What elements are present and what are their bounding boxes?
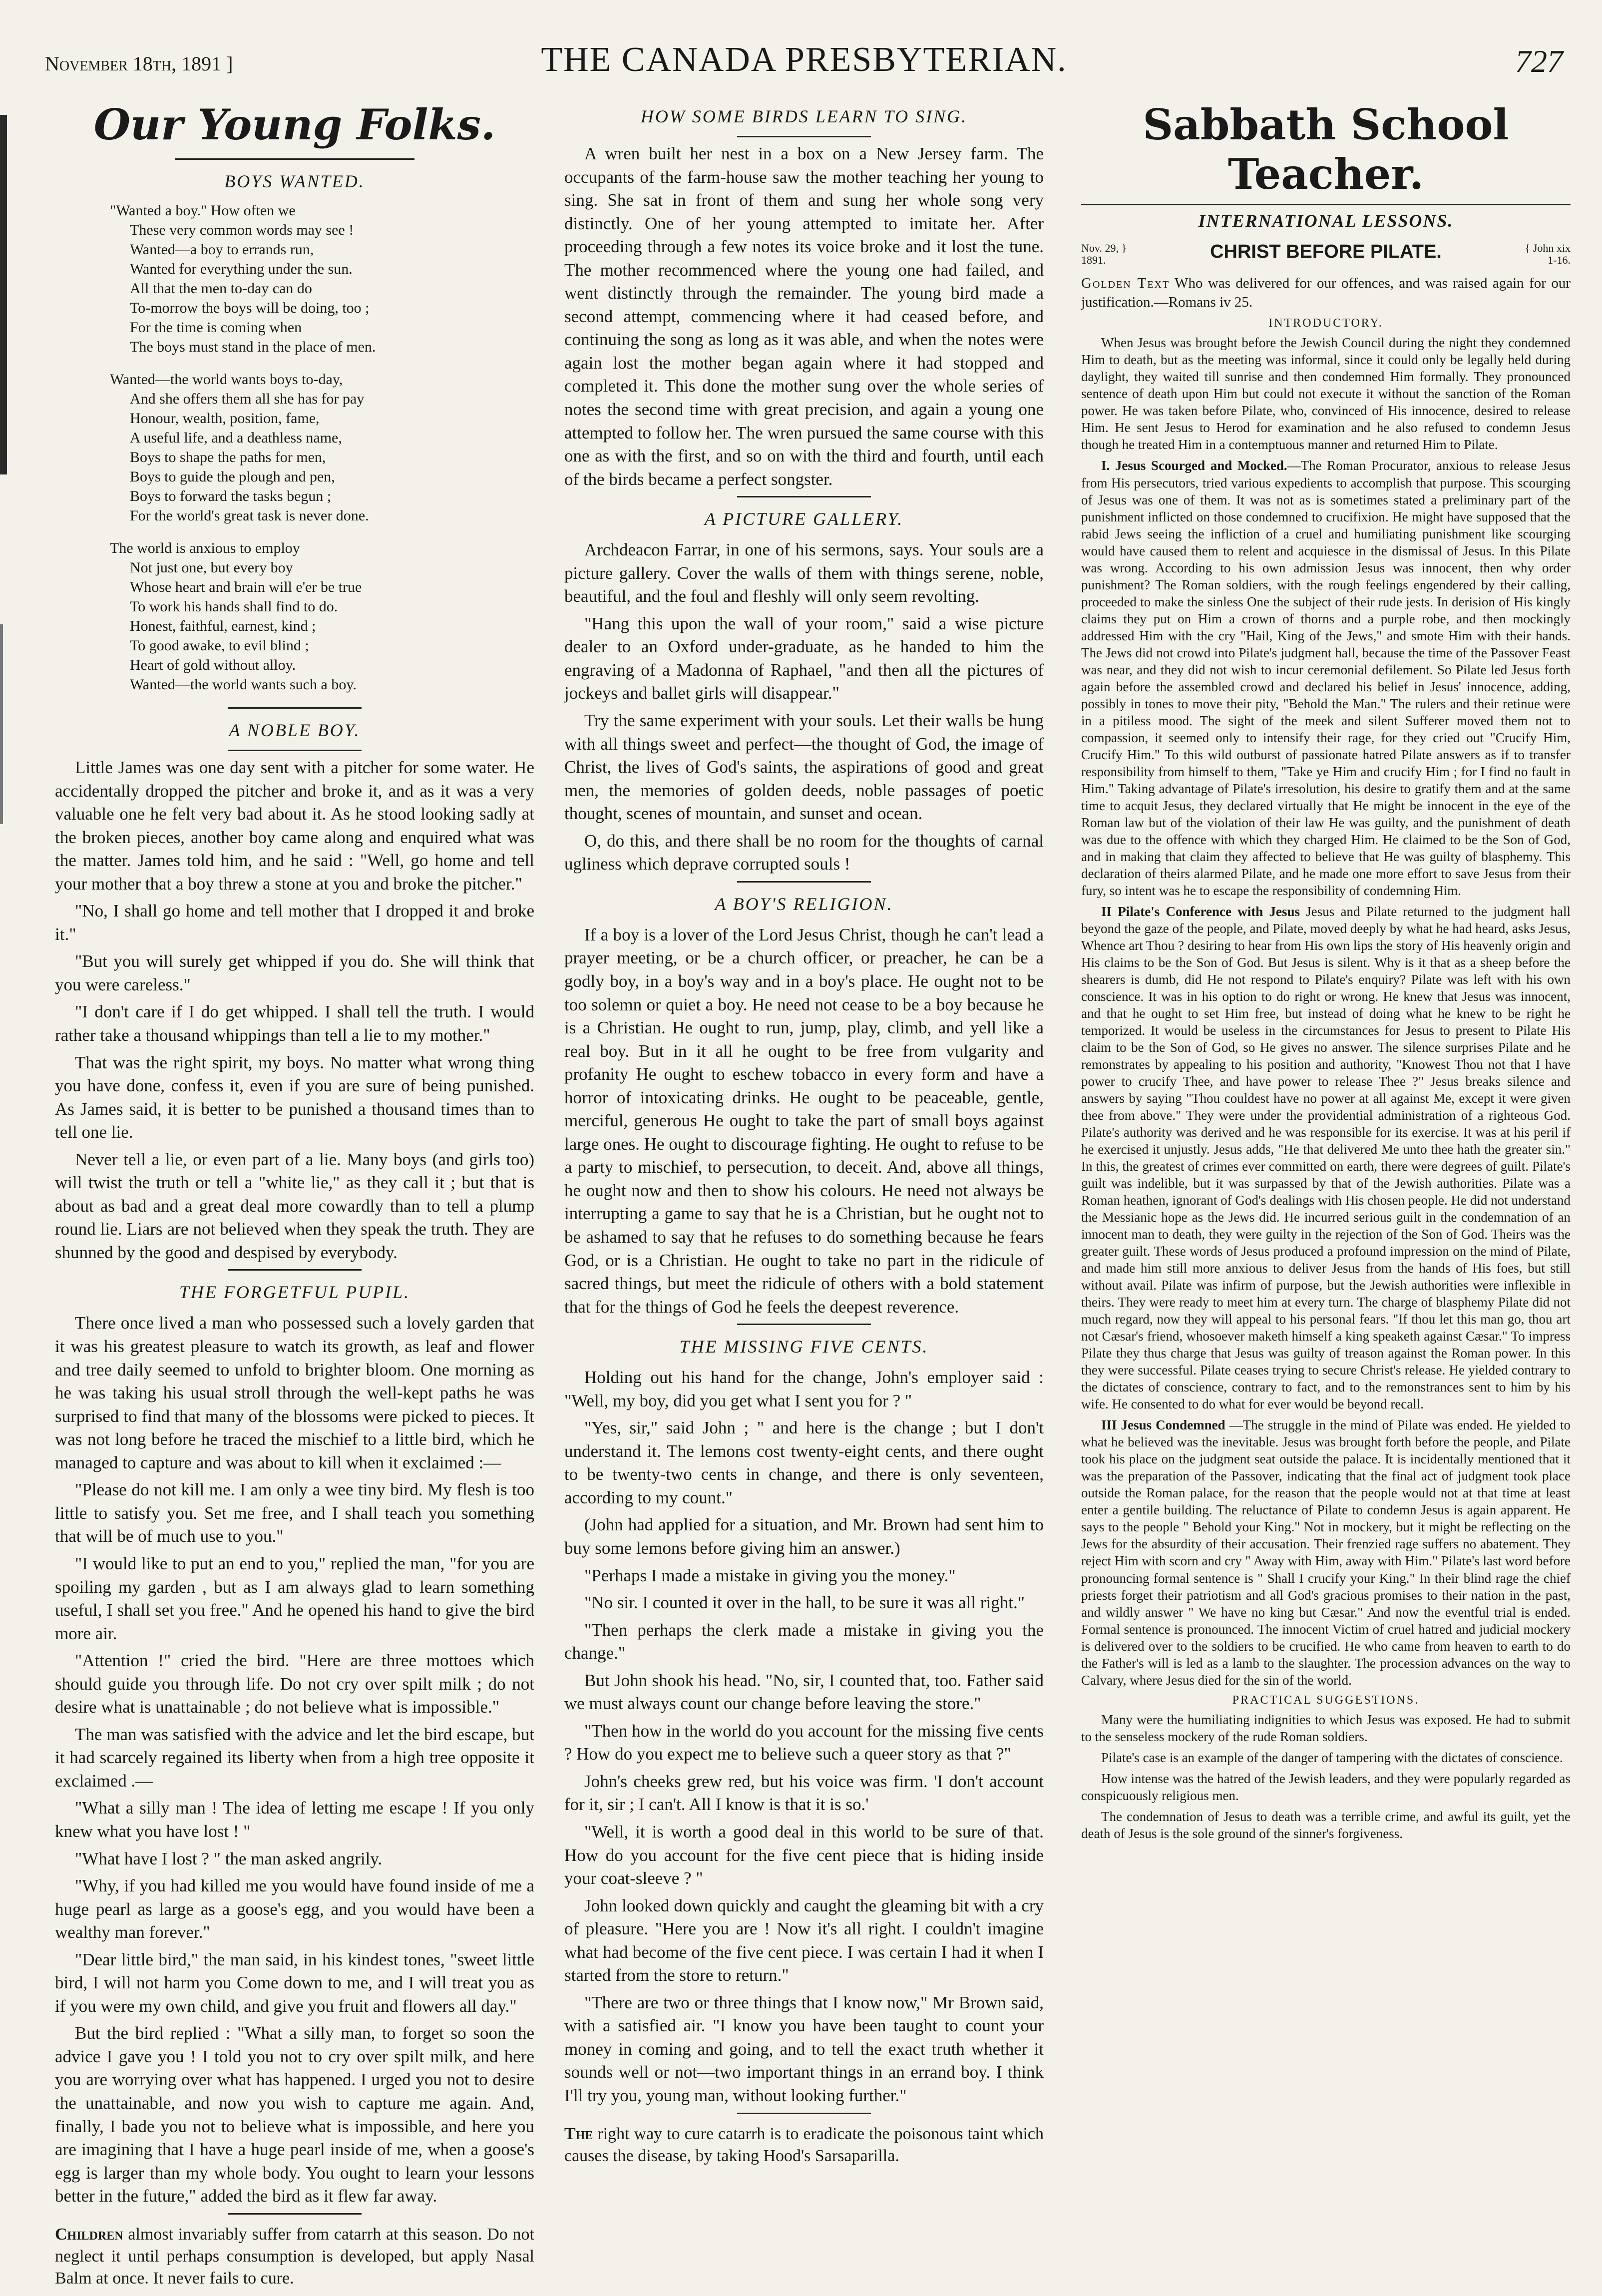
lesson-date-line: 1891.	[1081, 254, 1106, 267]
paragraph: But John shook his head. "No, sir, I counted that, too. Father said we must always count our change before leaving the store."	[564, 1670, 1044, 1714]
poem-line: All that the men to-day can do	[130, 280, 312, 297]
paragraph: "No, I shall go home and tell mother that I dropped it and broke it."	[55, 901, 534, 944]
paragraph: "Dear little bird," the man said, in his kindest tones, "sweet little bird, I will not harm you Come down to me, and I will treat you as if you were my own child, and give you fruit and flowers all day."	[55, 1949, 534, 2016]
divider	[737, 136, 871, 137]
scan-edge-mark-lower	[0, 624, 3, 824]
divider	[737, 2113, 871, 2114]
paragraph: "Attention !" cried the bird. "Here are three mottoes which should guide you through life. Do not cry over spilt milk ; do not desire what is unattainable ; do not believe what is impossible."	[55, 1651, 534, 1717]
article-body-missing-cents	[564, 1366, 1044, 2107]
poem-line: To work his hands shall find to do.	[130, 598, 338, 615]
article-body-boys-religion	[564, 923, 1044, 1319]
article-heading-boys-wanted: BOYS WANTED.	[224, 171, 365, 191]
subheading-international-lessons: INTERNATIONAL LESSONS.	[1198, 211, 1454, 231]
article-heading-birds: HOW SOME BIRDS LEARN TO SING.	[640, 106, 968, 126]
lesson-header	[1081, 238, 1571, 269]
poem-line: These very common words may see !	[130, 222, 354, 238]
poem-line: "Wanted a boy." How often we	[110, 202, 296, 219]
lesson-ref-line: 1-16.	[1548, 254, 1571, 267]
paragraph: "What a silly man ! The idea of letting me escape ! If you only knew what you have lost ! "	[55, 1798, 534, 1841]
poem-line: Wanted—a boy to errands run,	[130, 241, 314, 258]
paragraph: "Perhaps I made a mistake in giving you the money."	[584, 1565, 956, 1585]
paragraph: Holding out his hand for the change, John's employer said : "Well, my boy, did you get what I sent you for ? "	[564, 1368, 1044, 1410]
paragraph: The condemnation of Jesus to death was a terrible crime, and awful its guilt, yet the death of Jesus is the sole ground of the sinner's forgiveness.	[1081, 1809, 1571, 1841]
article-heading-boys-religion: A BOY'S RELIGION.	[715, 894, 893, 914]
column-stories	[564, 95, 1044, 2273]
divider	[228, 707, 362, 709]
lesson-section-title: III Jesus Condemned	[1101, 1417, 1225, 1433]
paragraph: "Well, it is worth a good deal in this world to be sure of that. How do you account for the five cent piece that is hiding inside your coat-sleeve ? "	[564, 1822, 1044, 1888]
ad-lead-word: Children	[55, 2225, 123, 2244]
paragraph: "Yes, sir," said John ; " and here is the change ; but I don't understand it. The lemons cost twenty-eight cents, and there ought to be twenty-two cents in change, and there is only seventeen, according to my count."	[564, 1418, 1044, 1507]
paragraph: "No sir. I counted it over in the hall, to be sure it was all right."	[584, 1593, 1025, 1613]
poem-line: For the time is coming when	[130, 319, 302, 336]
ad-lead-word: The	[564, 2124, 593, 2143]
paragraph: "I would like to put an end to you," replied the man, "for you are spoiling my garden , but as I am always glad to learn something useful, I shall set you free." And he opened his hand to give the bird more air.	[55, 1553, 534, 1643]
poem-line: A useful life, and a deathless name,	[130, 430, 342, 446]
golden-text-body: Who was delivered for our offences, and was raised again for our justification.—Romans iv 25.	[1081, 275, 1571, 310]
paragraph: That was the right spirit, my boys. No matter what wrong thing you have done, confess it, even if you are sure of being punished. As James said, it is better to be punished a thousand times than to tell one lie.	[55, 1052, 534, 1142]
poem-stanza	[110, 370, 534, 525]
divider	[228, 2213, 362, 2215]
issue-date: November 18th, 1891 ]	[45, 52, 233, 75]
article-heading-missing-cents: THE MISSING FIVE CENTS.	[679, 1337, 929, 1357]
paragraph: (John had applied for a situation, and Mr. Brown had sent him to buy some lemons before giving him an answer.)	[564, 1515, 1044, 1558]
paragraph: The man was satisfied with the advice and let the bird escape, but it had scarcely regained its liberty when from a high tree opposite it exclaimed .—	[55, 1724, 534, 1791]
paragraph: "Then how in the world do you account for the missing five cents ? How do you expect me to believe such a queer story as that ?"	[564, 1721, 1044, 1764]
poem-line: Wanted—the world wants such a boy.	[130, 676, 357, 693]
poem-line: And she offers them all she has for pay	[130, 391, 365, 407]
article-heading-noble-boy: A NOBLE BOY.	[229, 720, 361, 740]
section-masthead-sabbath-school: Sabbath School Teacher.	[1143, 100, 1509, 199]
poem-line: To good awake, to evil blind ;	[130, 637, 309, 654]
paragraph: "Then perhaps the clerk made a mistake in giving you the change."	[564, 1620, 1044, 1663]
practical-suggestions-label: PRACTICAL SUGGESTIONS.	[1232, 1693, 1420, 1707]
poem-line: The world is anxious to employ	[110, 540, 300, 556]
poem-line: Honest, faithful, earnest, kind ;	[130, 618, 316, 634]
paragraph: There once lived a man who possessed such a lovely garden that it was his greatest pleasure to watch its growth, as leaf and flower and tree daily seemed to unfold to brighter bloom. One morning as he was taking his usual stroll through the well-kept paths he was surprised to find that many of the blossoms were picked to pieces. It was not long before he traced the mischief to a little bird, which he managed to capture and was about to kill when it exclaimed :—	[55, 1313, 534, 1472]
page-header	[45, 40, 1563, 90]
poem-line: Wanted for everything under the sun.	[130, 261, 353, 277]
newspaper-title: THE CANADA PRESBYTERIAN.	[541, 40, 1067, 79]
paragraph: Little James was one day sent with a pitcher for some water. He accidentally dropped the pitcher and broke it, and as it was a very valuable one he felt very bad about it. As he stood looking sadly at the broken pieces, another boy came along and enquired what was the matter. James told him, and he said : "Well, go home and tell your mother that a boy threw a stone at you and broke the pitcher."	[55, 758, 534, 894]
lesson-scripture-ref	[1525, 242, 1571, 266]
paragraph: "What have I lost ? " the man asked angrily.	[75, 1848, 383, 1868]
poem-line: Wanted—the world wants boys to-day,	[110, 371, 343, 388]
lesson-section	[1081, 1416, 1571, 1688]
lesson-title: CHRIST BEFORE PILATE.	[1210, 241, 1442, 262]
poem-line: Whose heart and brain will e'er be true	[130, 579, 362, 595]
paragraph: If a boy is a lover of the Lord Jesus Christ, though he can't lead a prayer meeting, or be a church officer, or preacher, he can be a godly boy, in a boy's way and in a boy's place. He ought not to be too solemn or quiet a boy. He need not cease to be a boy because he is a Christian. He ought to run, jump, play, climb, and yell like a real boy. But in it all he ought to be free from vulgarity and profanity He ought to eschew tobacco in every form and have a horror of intoxicating drinks. He ought to be peaceable, gentle, merciful, generous He ought to take the part of small boys against large ones. He ought to discourage fighting. He ought to refuse to be a party to mischief, to persecution, to deceit. And, above all things, he ought now and then to show his colours. He need not always be interrupting a game to say that he is a Christian, but he ought not to be ashamed to say that he refuses to do something because he fears God, or is a Christian. He ought to take no part in the ridicule of sacred things, but meet the ridicule of others with a bold statement that for the things of God he feels the deepest reverence.	[564, 924, 1044, 1317]
divider	[228, 1269, 362, 1271]
paragraph: Many were the humiliating indignities to which Jesus was exposed. He had to submit to the senseless mockery of the rude Roman soldiers.	[1081, 1712, 1571, 1744]
paragraph: Never tell a lie, or even part of a lie. Many boys (and girls too) will twist the truth or tell a "white lie," as they call it ; but that is about as bad and a great deal more cowardly than to tell a plump round lie. Liars are not believed when they speak the truth. They are shunned by the good and despised by everybody.	[55, 1149, 534, 1262]
lesson-ref-line: { John xix	[1525, 242, 1571, 254]
lesson-date-line: Nov. 29, }	[1081, 242, 1127, 254]
lesson-section	[1081, 903, 1571, 1412]
lesson-sections	[1081, 457, 1571, 1688]
poem-line: Boys to shape the paths for men,	[130, 449, 326, 465]
article-heading-forgetful-pupil: THE FORGETFUL PUPIL.	[179, 1282, 410, 1303]
article-heading-picture-gallery: A PICTURE GALLERY.	[704, 509, 904, 529]
divider	[737, 881, 871, 883]
practical-suggestions	[1081, 1711, 1571, 1842]
poem-line: The boys must stand in the place of men.	[130, 339, 376, 355]
page-number: 727	[1515, 43, 1563, 79]
article-body-birds	[564, 142, 1044, 491]
paragraph: "Hang this upon the wall of your room," said a wise picture dealer to an Oxford under-graduate, as he handed to him the engraving of a Madonna of Raphael, "and then all the pictures of jockeys and ballet girls will disappear."	[564, 613, 1044, 703]
paragraph: Archdeacon Farrar, in one of his sermons, says. Your souls are a picture gallery. Cover the walls of them with things serene, noble, beautiful, and the foul and fleshly will only seem revolting.	[564, 540, 1044, 606]
lesson-section-title: I. Jesus Scourged and Mocked.	[1101, 458, 1287, 473]
article-body-forgetful-pupil	[55, 1312, 534, 2208]
scan-edge-mark	[0, 115, 7, 474]
column-sabbath-school	[1081, 95, 1571, 2273]
lesson-section-text: —The struggle in the mind of Pilate was ended. He yielded to what he believed was the inevitable. Jesus was brought forth before the people, and Pilate took his place on the judgment seat outside the palace. It is incidentally mentioned that it was the preparation of the Passover, indicating that the final act of judgment took place outside the Roman palace, for the reason that the people would not at that time at least enter a gentile building. The reluctance of Pilate to condemn Jesus is again apparent. He says to the people " Behold your King." Not in mockery, but it might be reflecting on the Jews for the absurdity of their accusation. Their frenzied rage suffers no abatement. They reject Him with scorn and cry " Away with Him, away with Him." Pilate's last word before pronouncing formal sentence is " Shall I crucify your King." In their blind rage the chief priests forget their patriotism and all God's gracious promises to their nation in the past, and wildly answer " We have no king but Cæsar." And now the eventful trial is ended. Formal sentence is pronounced. The innocent Victim of cruel hatred and judicial mockery is delivered over to the soldiers to be crucified. He who came from heaven to earth to do the Father's will is led as a lamb to the slaughter. The procession advances on the way to Calvary, where Jesus died for the sin of the world.	[1081, 1417, 1571, 1688]
advertisement-nasal-balm	[55, 2224, 534, 2290]
poem-line: Honour, wealth, position, fame,	[130, 410, 320, 427]
ad-text: almost invariably suffer from catarrh at this season. Do not neglect it until perhaps consumption is developed, but apply Nasal Balm at once. It never fails to cure.	[55, 2225, 534, 2288]
paragraph: Try the same experiment with your souls. Let their walls be hung with all things sweet and perfect—the thought of God, the image of Christ, the lives of God's saints, the aspirations of good and great men, the memories of golden deeds, noble passages of poetic thought, scenes of mountain, and sunset and ocean.	[564, 711, 1044, 824]
poem-boys-wanted	[110, 201, 534, 694]
advertisement-hoods-sarsaparilla	[564, 2123, 1044, 2167]
poem-line: Not just one, but every boy	[130, 559, 293, 576]
article-body-noble-boy	[55, 756, 534, 1264]
paragraph: "Please do not kill me. I am only a wee tiny bird. My flesh is too little to satisfy you. Set me free, and I shall teach you something that will be of much use to you."	[55, 1480, 534, 1546]
lesson-section-text: —The Roman Procurator, anxious to release Jesus from His persecutors, tried various expedients to accomplish that purpose. This scourging of Jesus was one of them. It was not as is sometimes stated a preliminary part of the punishment inflicted on those condemned to crucifixion. He might have supposed that the rabid Jews seeing the infliction of a cruel and humiliating punishment like scourging would have caused them to relent and acquiesce in the dismissal of Jesus. In this Pilate was wrong. According to his own admission Jesus was innocent, then why order punishment? The Roman soldiers, with the rough feelings engendered by their calling, proceeded to make the sinless One the subject of their rude jests. In derision of His kingly claims they put on Him a crown of thorns and a purple robe, and then mockingly addressed Him with the cry "Hail, King of the Jews," and smote Him with their hands. The Jews did not crowd into Pilate's judgment hall, because the time of the Passover Feast was near, and they did not wish to incur ceremonial defilement. So Pilate led Jesus forth again before the assembled crowd and declared his belief in Jesus' innocence, adding, possibly in tones to move their pity, "Behold the Man." The rulers and their retinue were in a pitiless mood. The sight of the meek and silent Sufferer moved them not to compassion, it seemed only to intensify their rage, for they cried out "Crucify Him, Crucify Him." To this wild outburst of passionate hatred Pilate answers as if to transfer responsibility from himself to them, "Take ye Him and crucify Him ; for I find no fault in Him." Taking advantage of Pilate's irresolution, his desire to gratify them and at the same time to acquit Jesus, they declared virtually that He might be innocent in the eye of the Roman law but of the violation of their law He was guilty, and the punishment of death was due to the offence with which they charged Him. He claimed to be the Son of God, and in making that claim they affected to believe that He was guilty of blasphemy. This declaration of theirs alarmed Pilate, and he made one more effort to save Jesus from their fury, so intent was he to escape the responsibility of condemning Him.	[1081, 458, 1571, 898]
paragraph: "There are two or three things that I know now," Mr Brown said, with a satisfied air. "I know you have been taught to count your money in coming and going, and to tell the exact truth whether it sounds well or not—two important things in an errand boy. I think I'll try you, young man, without looking further."	[564, 1992, 1044, 2106]
paragraph: But the bird replied : "What a silly man, to forget so soon the advice I gave you ! I told you not to cry over spilt milk, and here you are worrying over what has happened. I urged you not to desire the unattainable, and now you wish to capture me again. And, finally, I bade you not to believe what is impossible, and here you are imagining that I have a huge pearl inside of me, when a goose's egg is larger than my whole body. You ought to learn your lessons better in the future," added the bird as it flew far away.	[55, 2023, 534, 2206]
paragraph: How intense was the hatred of the Jewish leaders, and they were popularly regarded as conspicuously religious men.	[1081, 1771, 1571, 1803]
lesson-section	[1081, 457, 1571, 899]
section-masthead-young-folks: Our Young Folks.	[93, 100, 496, 149]
divider	[737, 496, 871, 497]
divider	[175, 158, 414, 160]
paragraph: Pilate's case is an example of the danger of tampering with the dictates of conscience.	[1101, 1750, 1563, 1765]
introductory-text: When Jesus was brought before the Jewish Council during the night they condemned Him to death, but as the meeting was informal, since it could only be legally held during daylight, they waited till sunrise and then condemned Him formally. They pronounced sentence of death upon Him but could not execute it without the sanction of the Roman power. He was taken before Pilate, who, convinced of His innocence, desired to release Him. He sent Jesus to Herod for examination and he also refused to condemn Jesus though he treated Him in a contemptuous manner and returned Him to Pilate.	[1081, 335, 1571, 453]
ad-text: right way to cure catarrh is to eradicate the poisonous taint which causes the disease, by taking Hood's Sarsaparilla.	[564, 2124, 1044, 2165]
column-young-folks	[55, 95, 534, 2288]
paragraph: John looked down quickly and caught the gleaming bit with a cry of pleasure. "Here you are ! Now it's all right. I couldn't imagine what had become of the five cent piece. I was certain I had it when I started from the store to return."	[564, 1895, 1044, 1985]
poem-line: Boys to forward the tasks begun ;	[130, 488, 332, 504]
poem-stanza	[110, 538, 534, 694]
paragraph: A wren built her nest in a box on a New Jersey farm. The occupants of the farm-house saw the mother teaching her young to sing. She sat in front of them and sung her whole song very distinctly. One of her young attempted to imitate her. After proceeding through a few notes its voice broke and it lost the tune. The mother recommenced where the young one had failed, and went distinctly through the remainder. The young bird made a second attempt, commencing where it had ceased before, and continuing the song as long as it was able, and when the notes were again lost the mother began again where it had stopped and completed it. This done the mother sung over the whole series of notes the second time with great precision, and again a young one attempted to follow her. The wren pursued the same course with this one as with the first, and so on with the third and fourth, until each of the birds became a perfect songster.	[564, 144, 1044, 489]
divider	[1081, 204, 1571, 205]
article-body-picture-gallery	[564, 538, 1044, 876]
poem-line: Heart of gold without alloy.	[130, 657, 296, 673]
golden-text-label: Golden Text	[1081, 275, 1170, 291]
poem-stanza	[110, 201, 534, 357]
introductory-label: INTRODUCTORY.	[1268, 317, 1383, 330]
divider	[228, 750, 362, 751]
poem-line: Boys to guide the plough and pen,	[130, 468, 335, 485]
poem-line: To-morrow the boys will be doing, too ;	[130, 300, 370, 316]
golden-text	[1081, 274, 1571, 312]
lesson-section-title: II Pilate's Conference with Jesus	[1101, 904, 1300, 919]
paragraph: John's cheeks grew red, but his voice was firm. 'I don't account for it, sir ; I can't. All I know is that it is so.'	[564, 1771, 1044, 1815]
paragraph: O, do this, and there shall be no room for the thoughts of carnal ugliness which deprave corrupted souls !	[564, 831, 1044, 874]
paragraph: "But you will surely get whipped if you do. She will think that you were careless."	[55, 951, 534, 994]
paragraph: "Why, if you had killed me you would have found inside of me a huge pearl as large as a goose's egg, and you would have been a wealthy man forever."	[55, 1876, 534, 1942]
poem-line: For the world's great task is never done.	[130, 507, 369, 524]
lesson-section-text: Jesus and Pilate returned to the judgment hall beyond the gaze of the people, and Pilate, moved deeply by what he had heard, asks Jesus, Whence art Thou ? desiring to hear from His own lips the story of His heavenly origin and His claims to be the Son of God. But Jesus is silent. Why is it that as a sheep before the shearers is dumb, did He not respond to Pilate's enquiry? Pilate was left with his own conscience. It was in his option to do right or wrong. He knew that Jesus was innocent, and that he ought to set Him free, but instead of doing what he knew to be right he temporized. It would be useless in the circumstances for Jesus to present to Pilate His claim to be the Son of God, so He gives no answer. The silence surprises Pilate and he remonstrates by appealing to his position and authority, "Knowest Thou not that I have power to crucify Thee, and have power to release Thee ?" Jesus breaks silence and answers by saying "Thou couldest have no power at all against Me, except it were given thee from above." They were under the providential administration of a righteous God. Pilate's authority was derived and he was responsible for its exercise. It was at his peril if he exercised it unjustly. Jesus adds, "He that delivered Me unto thee hath the greater sin." In this, the greatest of crimes ever committed on earth, there were degrees of guilt. Pilate's guilt was indelible, but it was surpassed by that of the Jewish authorities. Pilate was a Roman heathen, ignorant of God's dealings with His chosen people. He did not understand the Messianic hope as the Jews did. He incurred serious guilt in the condemnation of an innocent man to death, they were guilty in the rejection of the Son of God. Theirs was the greater guilt. These words of Jesus produced a profound impression on the mind of Pilate, and made him still more anxious to deliver Jesus from the hands of His foes, but still without avail. Pilate was infirm of purpose, but the Jewish authorities were inflexible in theirs. They were ready to meet him at every turn. The charge of blasphemy Pilate did not much regard, now they will appeal to his personal fears. "If thou let this man go, thou art not Cæsar's friend, whosoever maketh himself a king speaketh against Cæsar." To impress Pilate they thus charge that Jesus was guilty of treason against the Roman power. In this they were successful. Pilate ceases trying to secure Christ's release. He yielded contrary to the dictates of conscience, contrary to fact, and to the remonstrances sent to him by his wife. He consented to do what for ever would be beyond recall.	[1081, 904, 1571, 1412]
divider	[737, 1324, 871, 1325]
paragraph: "I don't care if I do get whipped. I shall tell the truth. I would rather take a thousand whippings than tell a lie to my mother."	[55, 1002, 534, 1045]
